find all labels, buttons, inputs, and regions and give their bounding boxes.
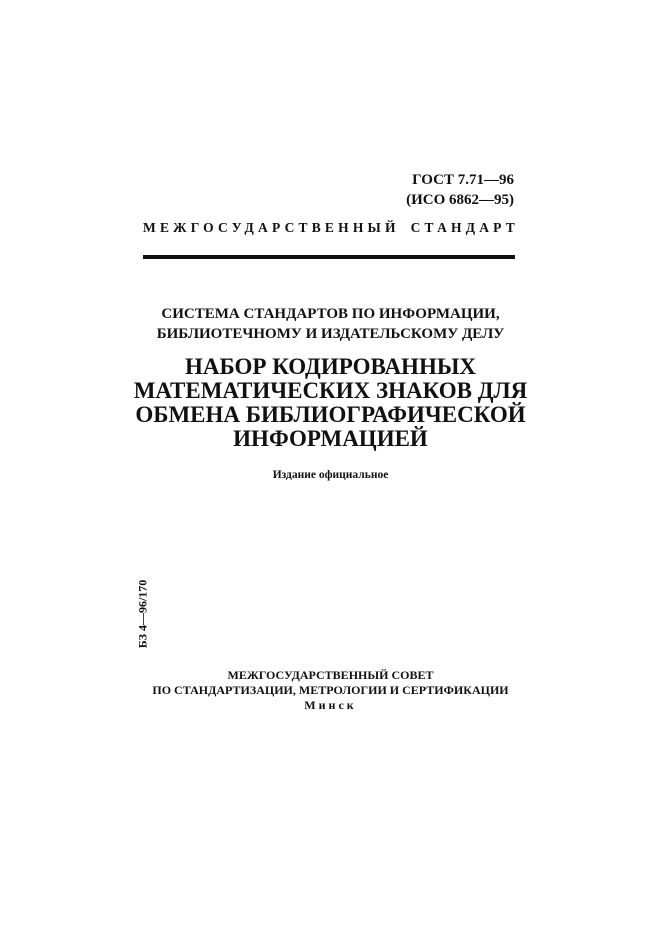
publisher-line: МЕЖГОСУДАРСТВЕННЫЙ СОВЕТ	[227, 668, 434, 682]
edition-note: Издание официальное	[272, 469, 389, 481]
main-title-line: МАТЕМАТИЧЕСКИХ ЗНАКОВ ДЛЯ	[133, 378, 528, 403]
main-title-line: НАБОР КОДИРОВАННЫХ	[184, 354, 477, 379]
publisher-city: Минск	[304, 698, 357, 712]
gost-code: ГОСТ 7.71—96	[412, 172, 514, 188]
publisher-block	[100, 668, 561, 713]
system-title	[100, 304, 561, 344]
side-code	[132, 580, 154, 648]
standard-type-left: МЕЖГОСУДАРСТВЕННЫЙ	[143, 220, 400, 235]
side-code-text: БЗ 4—96/170	[135, 579, 150, 649]
standard-type-right: СТАНДАРТ	[410, 220, 519, 235]
system-title-line: СИСТЕМА СТАНДАРТОВ ПО ИНФОРМАЦИИ,	[161, 306, 500, 322]
main-title-line: ОБМЕНА БИБЛИОГРАФИЧЕСКОЙ	[135, 402, 526, 427]
iso-code: (ИСО 6862—95)	[406, 192, 514, 208]
publisher-line: ПО СТАНДАРТИЗАЦИИ, МЕТРОЛОГИИ И СЕРТИФИКАЦИИ	[152, 683, 509, 697]
heading-rule	[143, 255, 515, 259]
document-code-block	[406, 170, 514, 210]
system-title-line: БИБЛИОТЕЧНОМУ И ИЗДАТЕЛЬСКОМУ ДЕЛУ	[156, 326, 505, 342]
main-title	[100, 355, 561, 451]
main-title-line: ИНФОРМАЦИЕЙ	[233, 426, 428, 451]
